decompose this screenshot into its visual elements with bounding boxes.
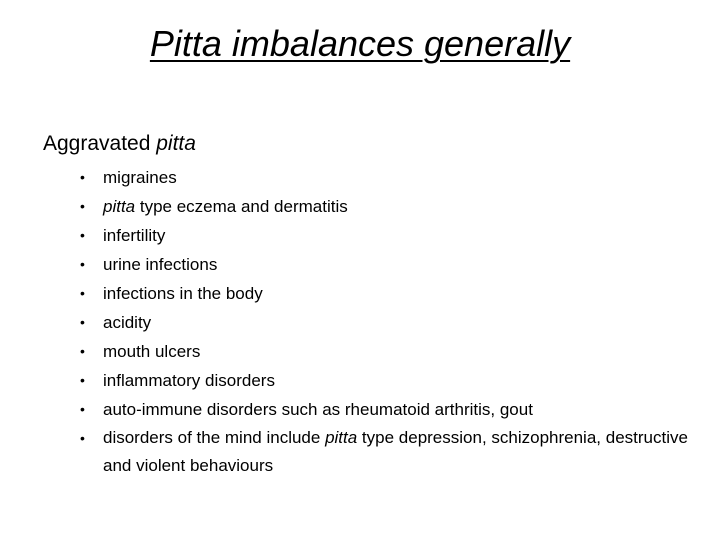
- bullet-icon: •: [80, 430, 85, 446]
- bullet-list: [80, 163, 700, 480]
- item-text: acidity: [103, 313, 152, 332]
- bullet-icon: •: [80, 314, 85, 330]
- subheading-emphasis: pitta: [156, 132, 196, 155]
- item-emphasis: pitta: [325, 428, 358, 447]
- item-emphasis: pitta: [103, 197, 136, 216]
- list-item: [80, 279, 700, 308]
- bullet-icon: •: [80, 227, 85, 243]
- list-item: [80, 424, 700, 480]
- list-item: [80, 192, 700, 221]
- list-item: [80, 163, 700, 192]
- subheading-text: Aggravated: [43, 132, 157, 155]
- bullet-icon: •: [80, 256, 85, 272]
- item-text: auto-immune disorders such as rheumatoid arthritis, gout: [103, 400, 533, 419]
- item-text: urine infections: [103, 255, 218, 274]
- bullet-icon: •: [80, 372, 85, 388]
- bullet-icon: •: [80, 169, 85, 185]
- item-text: infertility: [103, 226, 166, 245]
- list-item: [80, 366, 700, 395]
- list-item: [80, 221, 700, 250]
- list-item: [80, 395, 700, 424]
- item-text: migraines: [103, 168, 177, 187]
- bullet-icon: •: [80, 285, 85, 301]
- item-text: type eczema and dermatitis: [135, 197, 348, 216]
- item-text-continued: type depression, schizophrenia, destructive and violent behaviours: [103, 428, 688, 475]
- bullet-icon: •: [80, 343, 85, 359]
- subheading: [43, 130, 196, 158]
- item-text: disorders of the mind include: [103, 428, 326, 447]
- slide-title: Pitta imbalances generally: [149, 23, 571, 64]
- bullet-icon: •: [80, 198, 85, 214]
- item-text: mouth ulcers: [103, 342, 201, 361]
- bullet-icon: •: [80, 401, 85, 417]
- list-item: [80, 250, 700, 279]
- list-item: [80, 308, 700, 337]
- list-item: [80, 337, 700, 366]
- item-text: infections in the body: [103, 284, 263, 303]
- item-text: inflammatory disorders: [103, 371, 275, 390]
